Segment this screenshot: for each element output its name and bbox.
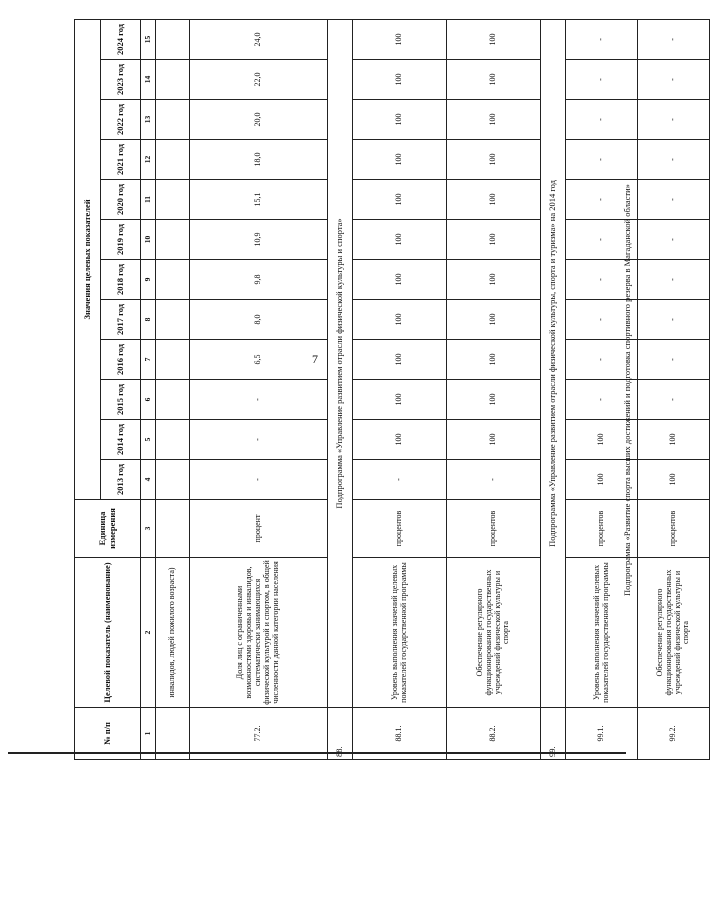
footnote: Подпрограмма «Развитие спорта высших достижений и подготовка спортивного резерва в Магаданской области» <box>622 184 632 596</box>
header-year: 2015 год <box>101 380 141 420</box>
header-year: 2017 год <box>101 300 141 340</box>
value-cell: 100 <box>447 180 541 220</box>
value-cell <box>156 260 190 300</box>
row-number: 88.2. <box>447 708 541 760</box>
value-cell: 100 <box>353 140 447 180</box>
header-year: 2014 год <box>101 420 141 460</box>
column-number: 9 <box>141 260 156 300</box>
value-cell: - <box>447 460 541 500</box>
unit-cell <box>156 500 190 558</box>
column-number: 5 <box>141 420 156 460</box>
value-cell: 100 <box>353 180 447 220</box>
value-cell: 100 <box>353 380 447 420</box>
column-number: 13 <box>141 100 156 140</box>
indicator-name: Обеспечение регулярного функционирования государственных учреждений физической культуры и спорта <box>447 558 541 708</box>
value-cell <box>156 60 190 100</box>
value-cell: - <box>566 140 638 180</box>
column-number: 11 <box>141 180 156 220</box>
value-cell: - <box>566 19 638 59</box>
indicator-name: инвалидов, людей пожилого возраста) <box>156 558 190 708</box>
value-cell: 8,0 <box>190 300 328 340</box>
value-cell: - <box>638 260 710 300</box>
value-cell <box>156 340 190 380</box>
value-cell: 100 <box>353 260 447 300</box>
value-cell: 100 <box>638 460 710 500</box>
value-cell: 100 <box>353 220 447 260</box>
value-cell: 18,0 <box>190 140 328 180</box>
header-year: 2020 год <box>101 180 141 220</box>
column-number: 15 <box>141 19 156 59</box>
value-cell: - <box>638 100 710 140</box>
header-year: 2018 год <box>101 260 141 300</box>
unit-cell: процентов <box>638 500 710 558</box>
header-unit: Единица измерения <box>75 500 141 558</box>
value-cell: - <box>566 340 638 380</box>
value-cell: 9,8 <box>190 260 328 300</box>
indicator-name: Доля лиц с ограниченными возможностями здоровья и инвалидов, систематически занимающихся физической культурой и спортом, в общей численности данной категории населения <box>190 558 328 708</box>
value-cell: - <box>353 460 447 500</box>
value-cell: - <box>566 60 638 100</box>
table-row <box>353 19 447 759</box>
header-year: 2013 год <box>101 460 141 500</box>
value-cell: - <box>566 180 638 220</box>
value-cell: - <box>566 300 638 340</box>
header-indicator: Целевой показатель (наименование) <box>75 558 141 708</box>
row-number: 77.2. <box>190 708 328 760</box>
value-cell: 100 <box>353 420 447 460</box>
value-cell: 100 <box>353 340 447 380</box>
value-cell: 100 <box>566 420 638 460</box>
value-cell <box>156 100 190 140</box>
value-cell: 24,0 <box>190 19 328 59</box>
header-num: № п/п <box>75 708 141 760</box>
column-number: 6 <box>141 380 156 420</box>
header-year: 2022 год <box>101 100 141 140</box>
value-cell: 100 <box>353 60 447 100</box>
column-number: 7 <box>141 340 156 380</box>
value-cell: 20,0 <box>190 100 328 140</box>
header-year: 2019 год <box>101 220 141 260</box>
value-cell: - <box>638 60 710 100</box>
header-year: 2023 год <box>101 60 141 100</box>
value-cell: - <box>566 380 638 420</box>
value-cell: 100 <box>447 420 541 460</box>
value-cell: - <box>566 220 638 260</box>
table-row <box>190 19 328 759</box>
value-cell: 100 <box>353 19 447 59</box>
value-cell: 100 <box>638 420 710 460</box>
column-number: 10 <box>141 220 156 260</box>
page-number: 7 <box>312 352 318 366</box>
section-row <box>328 19 353 759</box>
row-number: 99.1. <box>566 708 638 760</box>
unit-cell: процент <box>190 500 328 558</box>
value-cell: 100 <box>447 60 541 100</box>
value-cell: 100 <box>566 460 638 500</box>
value-cell: 100 <box>447 300 541 340</box>
indicator-name: Обеспечение регулярного функционирования государственных учреждений физической культуры и спорта <box>638 558 710 708</box>
value-cell: 15,1 <box>190 180 328 220</box>
section-title: Подпрограмма «Управление развитием отрасли физической культуры, спорта и туризма» на 2014 год <box>541 19 566 707</box>
value-cell: 100 <box>353 100 447 140</box>
column-number: 3 <box>141 500 156 558</box>
unit-cell: процентов <box>566 500 638 558</box>
value-cell: 100 <box>353 300 447 340</box>
value-cell: 100 <box>447 100 541 140</box>
value-cell <box>156 300 190 340</box>
column-number: 2 <box>141 558 156 708</box>
value-cell: - <box>638 19 710 59</box>
table-row <box>447 19 541 759</box>
value-cell: 100 <box>447 19 541 59</box>
section-title: Подпрограмма «Управление развитием отрасли физической культуры и спорта» <box>328 19 353 707</box>
table-row <box>638 19 710 759</box>
value-cell: 6,5 <box>190 340 328 380</box>
value-cell: 100 <box>447 260 541 300</box>
column-number: 14 <box>141 60 156 100</box>
value-cell: - <box>638 340 710 380</box>
value-cell: - <box>566 100 638 140</box>
target-indicators-table <box>74 19 710 760</box>
header-values-group: Значения целевых показателей <box>75 19 101 499</box>
column-number: 1 <box>141 708 156 760</box>
value-cell: 100 <box>447 220 541 260</box>
value-cell: - <box>638 300 710 340</box>
value-cell: - <box>190 380 328 420</box>
value-cell: - <box>638 140 710 180</box>
value-cell <box>156 380 190 420</box>
column-number: 12 <box>141 140 156 180</box>
value-cell <box>156 220 190 260</box>
value-cell: - <box>638 180 710 220</box>
value-cell: - <box>566 260 638 300</box>
value-cell: - <box>638 380 710 420</box>
row-number: 99.2. <box>638 708 710 760</box>
header-year: 2016 год <box>101 340 141 380</box>
row-number: 88.1. <box>353 708 447 760</box>
section-row <box>541 19 566 759</box>
unit-cell: процентов <box>447 500 541 558</box>
page-divider-line <box>8 752 626 754</box>
value-cell: - <box>190 460 328 500</box>
value-cell <box>156 180 190 220</box>
value-cell <box>156 420 190 460</box>
rotated-table-block <box>74 20 691 760</box>
table-row <box>156 19 190 759</box>
column-number: 8 <box>141 300 156 340</box>
value-cell <box>156 19 190 59</box>
indicator-name: Уровень выполнения значений целевых показателей государственной программы <box>566 558 638 708</box>
header-year: 2021 год <box>101 140 141 180</box>
value-cell <box>156 140 190 180</box>
value-cell: 22,0 <box>190 60 328 100</box>
unit-cell: процентов <box>353 500 447 558</box>
value-cell: 100 <box>447 340 541 380</box>
value-cell: - <box>638 220 710 260</box>
header-year: 2024 год <box>101 19 141 59</box>
value-cell: 10,9 <box>190 220 328 260</box>
value-cell: 100 <box>447 140 541 180</box>
indicator-name: Уровень выполнения значений целевых показателей государственной программы <box>353 558 447 708</box>
value-cell: - <box>190 420 328 460</box>
value-cell: 100 <box>447 380 541 420</box>
value-cell <box>156 460 190 500</box>
column-number: 4 <box>141 460 156 500</box>
